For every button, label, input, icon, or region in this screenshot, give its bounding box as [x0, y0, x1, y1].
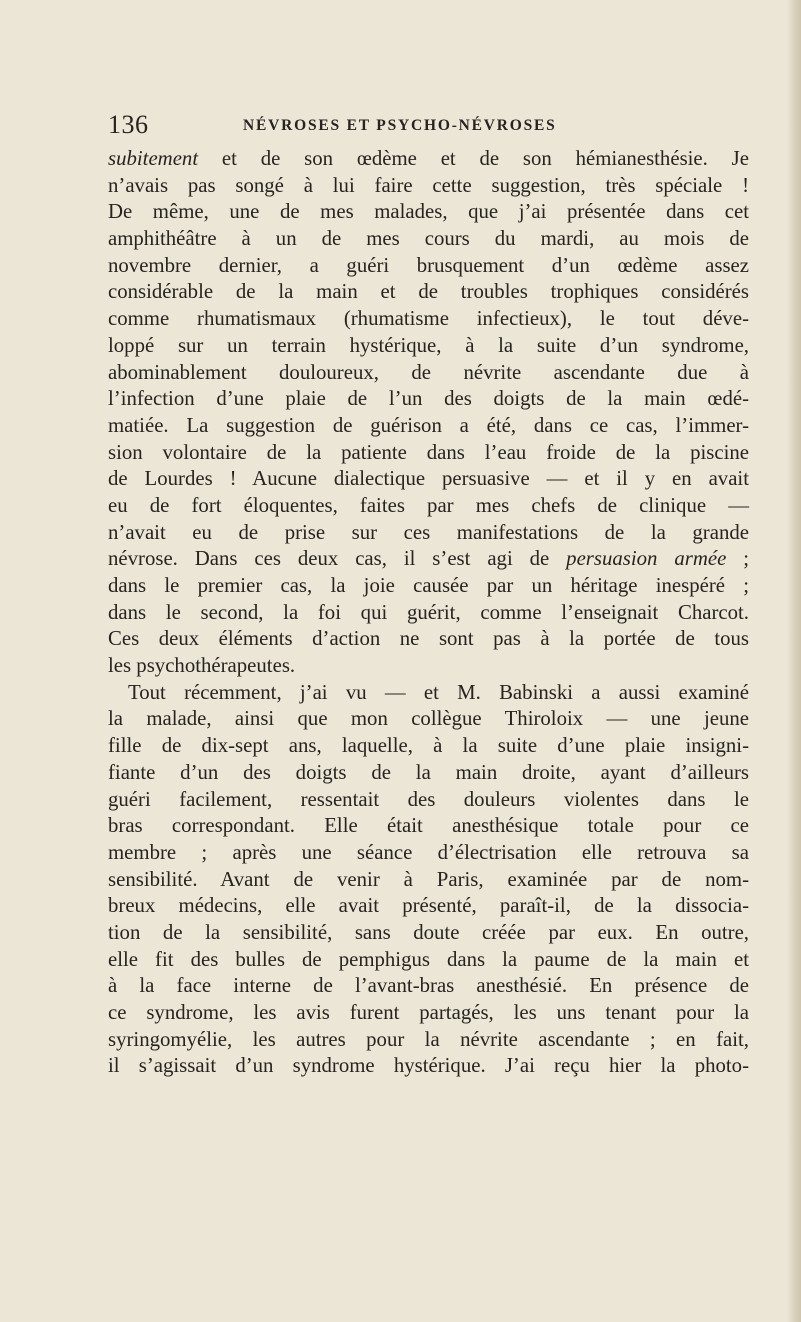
- text-line: la malade, ainsi que mon collègue Thiroloix — une jeune: [108, 707, 749, 731]
- line-fragment: ;: [726, 547, 750, 571]
- text-line: breux médecins, elle avait présenté, paraît-il, de la dissocia-: [108, 894, 749, 918]
- text-line: eu de fort éloquentes, faites par mes chefs de clinique —: [108, 493, 749, 517]
- page-edge-shadow: [787, 0, 801, 1322]
- page-header: [108, 112, 742, 142]
- text-line: bras correspondant. Elle était anesthésique totale pour ce: [108, 814, 749, 838]
- body-text: [108, 146, 749, 1080]
- text-line: fiante d’un des doigts de la main droite, ayant d’ailleurs: [108, 760, 749, 784]
- text-line: comme rhumatismaux (rhumatisme infectieux), le tout déve-: [108, 307, 749, 331]
- text-line: loppé sur un terrain hystérique, à la suite d’un syndrome,: [108, 333, 749, 357]
- text-line: considérable de la main et de troubles trophiques considérés: [108, 280, 749, 304]
- line-fragment: et de son œdème et de son hémianesthésie. Je: [198, 147, 749, 170]
- text-line: sion volontaire de la patiente dans l’eau froide de la piscine: [108, 440, 749, 464]
- text-line: amphithéâtre à un de mes cours du mardi, au mois de: [108, 227, 749, 251]
- text-line: il s’agissait d’un syndrome hystérique. J’ai reçu hier la photo-: [108, 1054, 749, 1078]
- text-line: [108, 146, 749, 173]
- text-line: elle fit des bulles de pemphigus dans la paume de la main et: [108, 947, 749, 971]
- text-line: n’avait eu de prise sur ces manifestations de la grande: [108, 520, 749, 544]
- text-line: dans le premier cas, la joie causée par un héritage inespéré ;: [108, 574, 749, 597]
- text-line: guéri facilement, ressentait des douleurs violentes dans le: [108, 787, 749, 811]
- italic-phrase: subitement: [108, 147, 199, 170]
- text-line: à la face interne de l’avant-bras anesthésié. En présence de: [108, 974, 749, 998]
- text-line: [108, 546, 749, 573]
- text-line: abominablement douloureux, de névrite ascendante due à: [108, 360, 749, 384]
- running-title: NÉVROSES ET PSYCHO-NÉVROSES: [243, 117, 557, 134]
- text-line: syringomyélie, les autres pour la névrite ascendante ; en fait,: [108, 1027, 749, 1051]
- text-line: fille de dix-sept ans, laquelle, à la suite d’une plaie insigni-: [108, 734, 749, 758]
- text-line: n’avais pas songé à lui faire cette suggestion, très spéciale !: [108, 173, 749, 197]
- text-line: dans le second, la foi qui guérit, comme l’enseignait Charcot.: [108, 600, 749, 624]
- text-line: membre ; après une séance d’électrisation elle retrouva sa: [108, 840, 749, 864]
- text-line: les psychothérapeutes.: [108, 654, 296, 678]
- text-line: Tout récemment, j’ai vu — et M. Babinski a aussi examiné: [128, 680, 749, 704]
- text-line: l’infection d’une plaie de l’un des doigts de la main œdé-: [108, 387, 749, 411]
- text-line: novembre dernier, a guéri brusquement d’un œdème assez: [108, 253, 749, 277]
- italic-phrase: persuasion armée: [566, 547, 727, 571]
- text-line: de Lourdes ! Aucune dialectique persuasive — et il y en avait: [108, 467, 749, 491]
- text-line: tion de la sensibilité, sans doute créée par eux. En outre,: [108, 920, 749, 944]
- text-line: Ces deux éléments d’action ne sont pas à la portée de tous: [108, 627, 749, 651]
- text-line: matiée. La suggestion de guérison a été, dans ce cas, l’immer-: [108, 413, 749, 437]
- line-fragment: névrose. Dans ces deux cas, il s’est agi de: [108, 547, 567, 571]
- text-line: ce syndrome, les avis furent partagés, les uns tenant pour la: [108, 1001, 749, 1024]
- text-line: sensibilité. Avant de venir à Paris, examinée par de nom-: [108, 867, 749, 891]
- page-number: 136: [108, 110, 149, 139]
- text-line: De même, une de mes malades, que j’ai présentée dans cet: [108, 200, 749, 224]
